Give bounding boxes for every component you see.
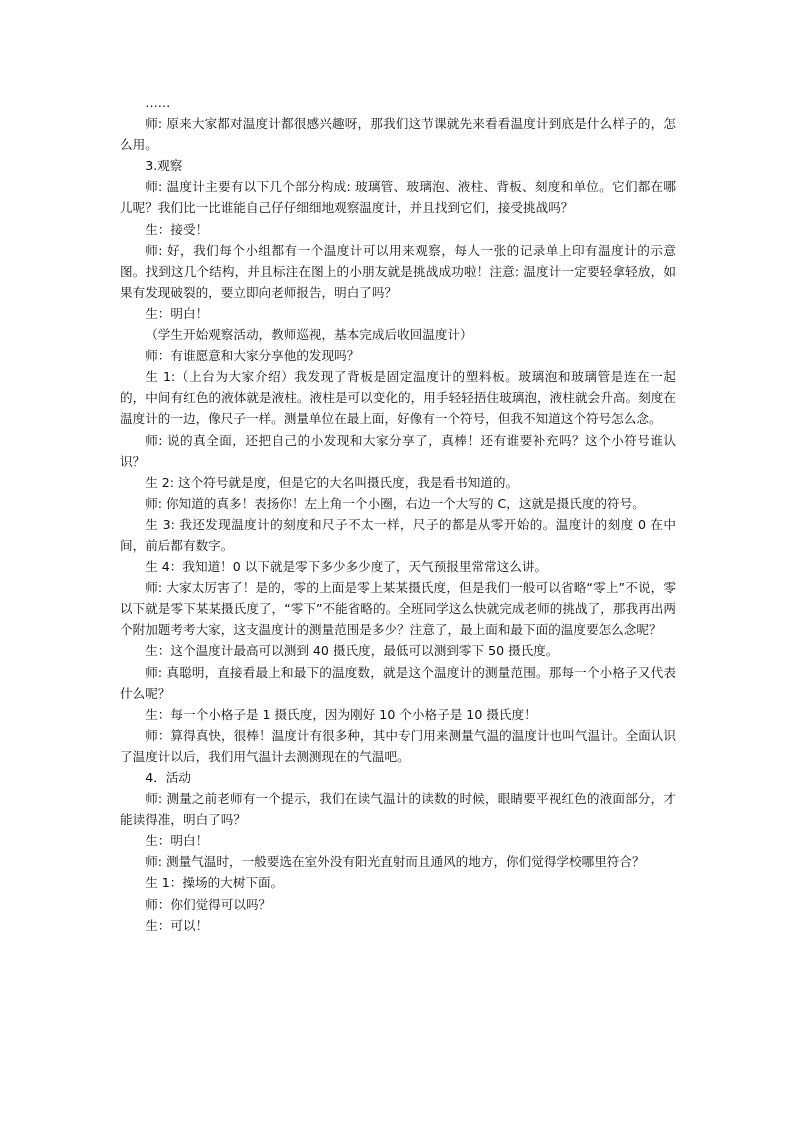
paragraph: 师：有谁愿意和大家分享他的发现吗？ [145,348,360,364]
paragraph: 生 3: 我还发现温度计的刻度和尺子不太一样，尺子的都是从零开始的。温度计的刻度 0 在中间，前后都有数字。 [120,516,676,553]
paragraph: 师: 原来大家都对温度计都很感兴趣呀，那我们这节课就先来看看温度计到底是什么样子的，怎么用。 [120,116,676,153]
paragraph: 生 1：操场的大树下面。 [145,875,284,891]
paragraph: 师: 测量之前老师有一个提示，我们在读气温计的读数的时候，眼睛要平视红色的液面部分，才能读得准，明白了吗？ [120,791,676,828]
document-page [120,92,676,936]
paragraph: 师: 温度计主要有以下几个部分构成: 玻璃管、玻璃泡、液柱、背板、刻度和单位。它们都在哪儿呢？我们比一比谁能自己仔仔细细地观察温度计，并且找到它们，接受挑战吗？ [120,179,676,216]
section-heading: 4．活动 [145,770,191,785]
paragraph: 生：这个温度计最高可以测到 40 摄氏度，最低可以测到零下 50 摄氏度。 [145,643,559,659]
paragraph: …… [145,95,171,110]
paragraph: 生：明白！ [145,833,209,849]
paragraph: 师: 你知道的真多！表扬你！左上角一个小圈，右边一个大写的 C，这就是摄氏度的符号。 [145,495,645,511]
paragraph: 生 2: 这个符号就是度，但是它的大名叫摄氏度，我是看书知道的。 [145,474,519,490]
paragraph: 师: 真聪明，直接看最上和最下的温度数，就是这个温度计的测量范围。那每一个小格子又代表什么呢？ [120,664,676,701]
paragraph: 师: 说的真全面，还把自己的小发现和大家分享了，真棒！还有谁要补充吗？这个小符号谁认识？ [120,432,676,469]
paragraph: 生 4：我知道！0 以下就是零下多少多少度了，天气预报里常常这么讲。 [145,559,548,575]
paragraph: 生：可以！ [145,917,209,933]
paragraph: 生：接受！ [145,221,209,237]
paragraph: 师：你们觉得可以吗？ [145,896,272,912]
paragraph: 生：每一个小格子是 1 摄氏度，因为刚好 10 个小格子是 10 摄氏度！ [145,706,537,722]
paragraph: 师：算得真快，很棒！温度计有很多种，其中专门用来测量气温的温度计也叫气温计。全面认识了温度计以后，我们用气温计去测测现在的气温吧。 [120,727,676,764]
paragraph: 生：明白！ [145,305,209,321]
paragraph: 师: 好，我们每个小组都有一个温度计可以用来观察，每人一张的记录单上印有温度计的示意图。找到这几个结构，并且标注在图上的小朋友就是挑战成功啦！注意: 温度计一定要轻拿轻放，如果有发现破裂的，要立即向老师报告，明白了吗？ [120,242,676,300]
paragraph: 师: 大家太厉害了！是的，零的上面是零上某某摄氏度，但是我们一般可以省略“零上”不说，零以下就是零下某某摄氏度了，“零下”不能省略的。全班同学这么快就完成老师的挑战了，那我再出两个附加题考考大家，这支温度计的测量范围是多少？注意了，最上面和最下面的温度要怎么念呢？ [120,580,676,638]
paragraph: 生 1:（上台为大家介绍）我发现了背板是固定温度计的塑料板。玻璃泡和玻璃管是连在一起的，中间有红色的液体就是液柱。液柱是可以变化的，用手轻轻捂住玻璃泡，液柱就会升高。刻度在温度计的一边，像尺子一样。测量单位在最上面，好像有一个符号，但我不知道这个符号怎么念。 [120,369,676,427]
section-heading: 3.观察 [145,158,183,174]
paragraph: （学生开始观察活动，教师巡视，基本完成后收回温度计） [145,327,473,343]
paragraph: 师: 测量气温时，一般要选在室外没有阳光直射而且通风的地方，你们觉得学校哪里符合？ [145,854,645,870]
